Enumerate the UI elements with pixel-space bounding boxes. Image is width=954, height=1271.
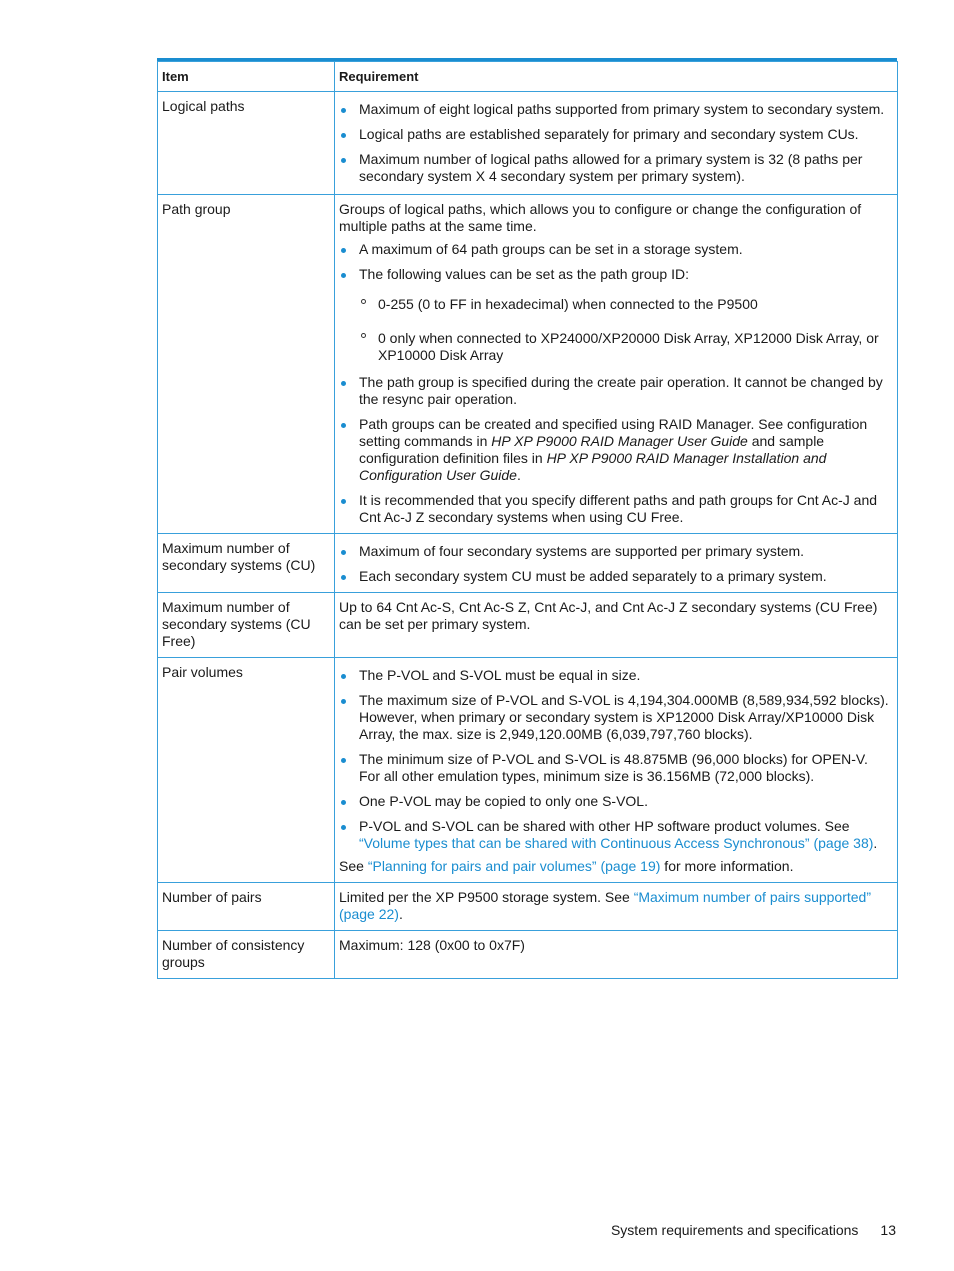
volume-types-link[interactable]: “Volume types that can be shared with Continuous Access Synchronous” (page 38) [359, 835, 874, 851]
list-item: Maximum of eight logical paths supported from primary system to secondary system. [339, 101, 892, 118]
requirement-pair-volumes [335, 658, 898, 883]
guide-title: HP XP P9000 RAID Manager Installation and Configuration User Guide [359, 450, 827, 483]
list-item [339, 818, 892, 852]
footer-section-title: System requirements and specifications [610, 1222, 859, 1238]
row-number-of-pairs [158, 883, 898, 931]
path-group-intro: Groups of logical paths, which allows you to configure or change the configuration of multiple paths at the same time. [339, 201, 862, 234]
row-max-cu-free [158, 593, 898, 658]
list-item [339, 416, 892, 484]
list-item: Maximum of four secondary systems are supported per primary system. [339, 543, 892, 560]
header-requirement: Requirement [335, 62, 898, 92]
item-max-cu: Maximum number of secondary systems (CU) [158, 534, 335, 593]
path-group-id-text: The following values can be set as the path group ID: [359, 266, 689, 282]
requirement-max-cu-free: Up to 64 Cnt Ac-S, Cnt Ac-S Z, Cnt Ac-J, and Cnt Ac-J Z secondary systems (CU Free) can be set per primary system. [335, 593, 898, 658]
pair-volumes-list [339, 667, 892, 852]
list-item: Logical paths are established separately for primary and secondary system CUs. [339, 126, 892, 143]
row-max-cu [158, 534, 898, 593]
page-number: 13 [880, 1222, 896, 1238]
row-path-group [158, 195, 898, 534]
list-item: It is recommended that you specify different paths and path groups for Cnt Ac-J and Cnt Ac-J Z secondary systems when using CU Free. [339, 492, 892, 526]
text-span: . [516, 467, 521, 483]
item-logical-paths: Logical paths [158, 92, 335, 195]
table-header-row [158, 62, 898, 92]
item-number-of-pairs: Number of pairs [158, 883, 335, 931]
sub-list-item: 0 only when connected to XP24000/XP20000 Disk Array, XP12000 Disk Array, or XP10000 Disk Array [359, 330, 892, 364]
text-span: . [398, 906, 403, 922]
requirement-path-group [335, 195, 898, 534]
text-span: P-VOL and S-VOL can be shared with other HP software product volumes. See [359, 818, 850, 834]
requirement-max-cu [335, 534, 898, 593]
path-group-list [339, 241, 892, 526]
requirement-logical-paths [335, 92, 898, 195]
path-group-id-sublist [359, 296, 892, 364]
row-logical-paths [158, 92, 898, 195]
max-pairs-link[interactable]: “Maximum number of pairs supported” (page 22) [339, 889, 871, 922]
text-span: . [873, 835, 878, 851]
text-span: See [339, 858, 368, 874]
row-pair-volumes [158, 658, 898, 883]
requirements-table [157, 61, 898, 979]
list-item [339, 266, 892, 364]
item-number-of-consistency-groups: Number of consistency groups [158, 931, 335, 979]
header-item: Item [158, 62, 335, 92]
max-cu-list [339, 543, 892, 585]
item-max-cu-free: Maximum number of secondary systems (CU Free) [158, 593, 335, 658]
text-span: for more information. [660, 858, 794, 874]
list-item: A maximum of 64 path groups can be set in a storage system. [339, 241, 892, 258]
list-item: Maximum number of logical paths allowed for a primary system is 32 (8 paths per secondary system X 4 secondary system per primary system). [339, 151, 892, 185]
item-path-group: Path group [158, 195, 335, 534]
list-item: Each secondary system CU must be added separately to a primary system. [339, 568, 892, 585]
page-footer [611, 1222, 896, 1238]
requirement-number-of-consistency-groups: Maximum: 128 (0x00 to 0x7F) [335, 931, 898, 979]
list-item: The maximum size of P-VOL and S-VOL is 4,194,304.000MB (8,589,934,592 blocks). However, when primary or secondary system is XP12000 Disk Array/XP10000 Disk Array, the max. size is 2,949,120.00MB (6,039,797,760 blocks). [339, 692, 892, 743]
pair-volumes-see-also [339, 858, 892, 875]
list-item: One P-VOL may be copied to only one S-VOL. [339, 793, 892, 810]
list-item: The minimum size of P-VOL and S-VOL is 48.875MB (96,000 blocks) for OPEN-V. For all other emulation types, minimum size is 36.156MB (72,000 blocks). [339, 751, 892, 785]
planning-pairs-link[interactable]: “Planning for pairs and pair volumes” (page 19) [367, 858, 661, 874]
text-span: Path groups can be created and specified using RAID Manager. See configuration setting commands in [359, 416, 868, 449]
sub-list-item: 0-255 (0 to FF in hexadecimal) when connected to the P9500 [359, 296, 892, 313]
text-span: and sample configuration definition files in [359, 433, 825, 466]
list-item: The path group is specified during the create pair operation. It cannot be changed by the resync pair operation. [339, 374, 892, 408]
row-number-of-consistency-groups [158, 931, 898, 979]
list-item: The P-VOL and S-VOL must be equal in size. [339, 667, 892, 684]
item-pair-volumes: Pair volumes [158, 658, 335, 883]
requirements-table-wrapper [157, 58, 897, 979]
guide-title: HP XP P9000 RAID Manager User Guide [491, 433, 748, 449]
requirement-number-of-pairs [335, 883, 898, 931]
text-span: Limited per the XP P9500 storage system. See [339, 889, 634, 905]
logical-paths-list [339, 101, 892, 185]
